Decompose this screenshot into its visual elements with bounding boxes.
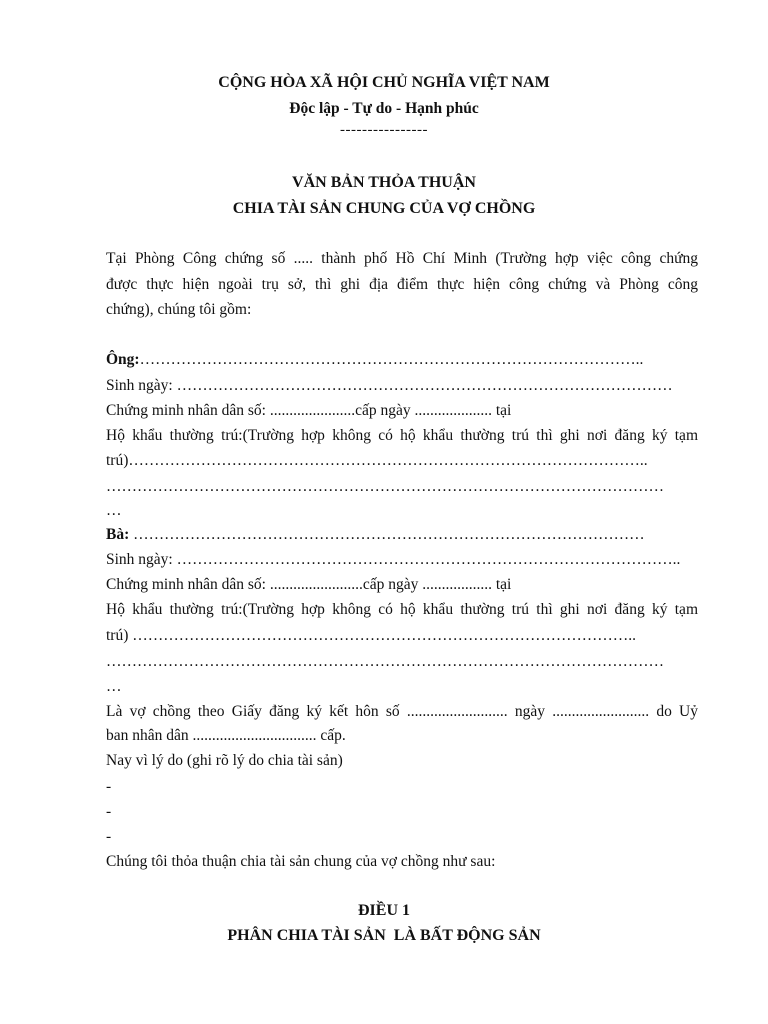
husband-residence-line-1: Hộ khẩu thường trú:(Trường hợp không có hộ khẩu thường trú thì ghi nơi đăng ký tạm [106, 427, 698, 444]
intro-line-1: Tại Phòng Công chứng số ..... thành phố Hồ Chí Minh (Trường hợp việc công chứng [106, 250, 698, 267]
wife-dob: Sinh ngày: …………………………………………………………………………………….. [106, 551, 681, 568]
husband-name-line [106, 349, 698, 371]
husband-residence-line-3: ……………………………………………………………………………………………… [106, 478, 664, 495]
national-title: CỘNG HÒA XÃ HỘI CHỦ NGHĨA VIỆT NAM [218, 74, 550, 91]
wife-residence-line-2: trú) …………………………………………………………………………………….. [106, 627, 637, 644]
wife-residence-line-3: ……………………………………………………………………………………………… [106, 653, 664, 670]
reason-label: Nay vì lý do (ghi rõ lý do chia tài sản) [106, 752, 343, 769]
reason-item: - [106, 828, 112, 845]
wife-label: Bà: [106, 526, 130, 543]
document-title: VĂN BẢN THỎA THUẬN [292, 174, 476, 191]
agreement-statement: Chúng tôi thỏa thuận chia tài sản chung của vợ chồng như sau: [106, 853, 496, 870]
intro-line-3: chứng), chúng tôi gồm: [106, 301, 252, 318]
marriage-line-2: ban nhân dân ................................ cấp. [106, 727, 346, 744]
husband-dob: Sinh ngày: …………………………………………………………………………………… [106, 377, 673, 394]
husband-label: Ông: [106, 351, 140, 368]
wife-residence-line-1: Hộ khẩu thường trú:(Trường hợp không có hộ khẩu thường trú thì ghi nơi đăng ký tạm [106, 601, 698, 618]
husband-id: Chứng minh nhân dân số: ......................cấp ngày .................... tại [106, 402, 512, 419]
wife-name-line [106, 524, 698, 546]
husband-residence-line-4: … [106, 502, 122, 519]
reason-item: - [106, 803, 112, 820]
husband-residence-line-2: trú)……………………………………………………………………………………….. [106, 452, 648, 469]
reason-item: - [106, 778, 112, 795]
intro-line-2: được thực hiện ngoài trụ sở, thì ghi địa điểm thực hiện công chứng và Phòng công [106, 276, 698, 293]
wife-name-dots: ……………………………………………………………………………………… [129, 526, 645, 543]
marriage-line-1: Là vợ chồng theo Giấy đăng ký kết hôn số .......................... ngày ......................... do Uỷ [106, 703, 698, 720]
article-number: ĐIỀU 1 [357, 902, 410, 919]
wife-id: Chứng minh nhân dân số: ........................cấp ngày .................. tại [106, 576, 512, 593]
document-subtitle: CHIA TÀI SẢN CHUNG CỦA VỢ CHỒNG [232, 200, 536, 217]
header-divider: ---------------- [340, 122, 428, 138]
national-motto: Độc lập - Tự do - Hạnh phúc [289, 100, 479, 117]
wife-residence-line-4: … [106, 678, 122, 695]
husband-name-dots: …………………………………………………………………………………….. [139, 351, 644, 368]
article-title: PHÂN CHIA TÀI SẢN LÀ BẤT ĐỘNG SẢN [227, 927, 541, 944]
